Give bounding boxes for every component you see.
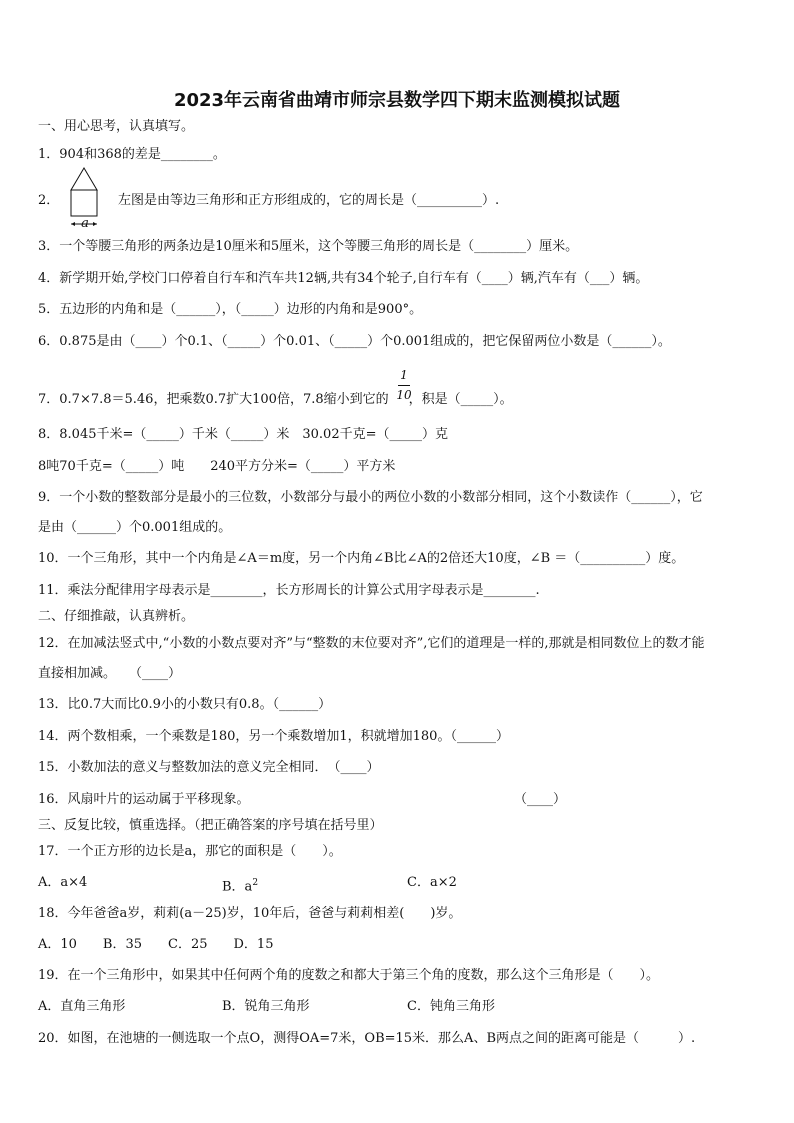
question-18-options: A．10 B．35 C．25 D．15 <box>38 937 274 952</box>
question-11: 11．乘法分配律用字母表示是________，长方形周长的计算公式用字母表示是________. <box>38 583 540 598</box>
question-6: 6．0.875是由（____）个0.1、（_____）个0.01、（_____）个0.001组成的，把它保留两位小数是（______）。 <box>38 334 671 349</box>
question-19-option-a: A．直角三角形 <box>38 999 126 1014</box>
section-heading-1: 一、用心思考，认真填写。 <box>38 119 195 134</box>
page-title: 2023年云南省曲靖市师宗县数学四下期末监测模拟试题 <box>173 90 621 111</box>
question-1: 1．904和368的差是________。 <box>38 147 226 162</box>
question-19-option-b: B．锐角三角形 <box>222 999 310 1014</box>
section-heading-3: 三、反复比较，慎重选择。（把正确答案的序号填在括号里） <box>38 818 383 833</box>
question-19: 19．在一个三角形中，如果其中任何两个角的度数之和都大于第三个角的度数，那么这个三角形是（ ）。 <box>38 968 660 983</box>
question-7-part1: 7．0.7×7.8＝5.46，把乘数0.7扩大100倍，7.8缩小到它的 <box>38 392 389 407</box>
section-heading-2: 二、仔细推敲，认真辨析。 <box>38 609 195 624</box>
question-13: 13．比0.7大而比0.9小的小数只有0.8。（______） <box>38 697 332 712</box>
question-20: 20．如图，在池塘的一侧选取一个点O，测得OA=7米，OB=15米．那么A、B两点之间的距离可能是（ ）. <box>38 1031 696 1046</box>
question-19-option-c: C．钝角三角形 <box>407 999 495 1014</box>
question-16: 16．风扇叶片的运动属于平移现象。 <box>38 792 250 807</box>
side-length-label: a <box>81 216 89 231</box>
fraction-numerator: 1 <box>400 368 408 382</box>
question-9-line-1: 9．一个小数的整数部分是最小的三位数，小数部分与最小的两位小数的小数部分相同，这个小数读作（______），它 <box>38 490 703 505</box>
question-3: 3．一个等腰三角形的两条边是10厘米和5厘米，这个等腰三角形的周长是（________）厘米。 <box>38 239 579 254</box>
question-15: 15．小数加法的意义与整数加法的意义完全相同． （____） <box>38 760 380 775</box>
question-16-blank: （____） <box>514 792 567 807</box>
fraction-bar <box>398 385 410 386</box>
question-7-part2: ，积是（_____）。 <box>408 392 513 407</box>
question-8-line-2: 8吨70千克=（_____）吨 240平方分米=（_____）平方米 <box>38 459 396 474</box>
question-2-number: 2． <box>38 193 60 208</box>
question-12-line-1: 12．在加减法竖式中,“小数的小数点要对齐”与“整数的末位要对齐”,它们的道理是一样的,那就是相同数位上的数才能 <box>38 636 705 651</box>
fraction-denominator: 10 <box>396 388 412 402</box>
question-17-option-a: A．a×4 <box>38 875 88 890</box>
question-12-line-2: 直接相加减。 （____） <box>38 666 182 681</box>
question-2: 左图是由等边三角形和正方形组成的，它的周长是（__________）. <box>118 193 500 208</box>
question-9-line-2: 是由（______）个0.001组成的。 <box>38 520 232 535</box>
question-17-option-b: B．$a^2$ <box>222 878 259 895</box>
question-17-option-c: C．a×2 <box>407 875 457 890</box>
question-8-line-1: 8．8.045千米=（_____）千米（_____）米 30.02千克=（_____）克 <box>38 427 448 442</box>
question-14: 14．两个数相乘，一个乘数是180，另一个乘数增加1，积就增加180。（______） <box>38 729 509 744</box>
question-5: 5．五边形的内角和是（______），（_____）边形的内角和是900°。 <box>38 302 423 317</box>
question-17: 17．一个正方形的边长是a，那它的面积是（ ）。 <box>38 844 342 859</box>
question-4: 4．新学期开始,学校门口停着自行车和汽车共12辆,共有34个轮子,自行车有（____）辆,汽车有（___）辆。 <box>38 271 649 286</box>
question-10: 10．一个三角形，其中一个内角是∠A＝m度，另一个内角∠B比∠A的2倍还大10度，∠B ＝（__________）度。 <box>38 551 685 566</box>
question-18: 18．今年爸爸a岁，莉莉(a－25)岁，10年后，爸爸与莉莉相差( )岁。 <box>38 906 462 921</box>
